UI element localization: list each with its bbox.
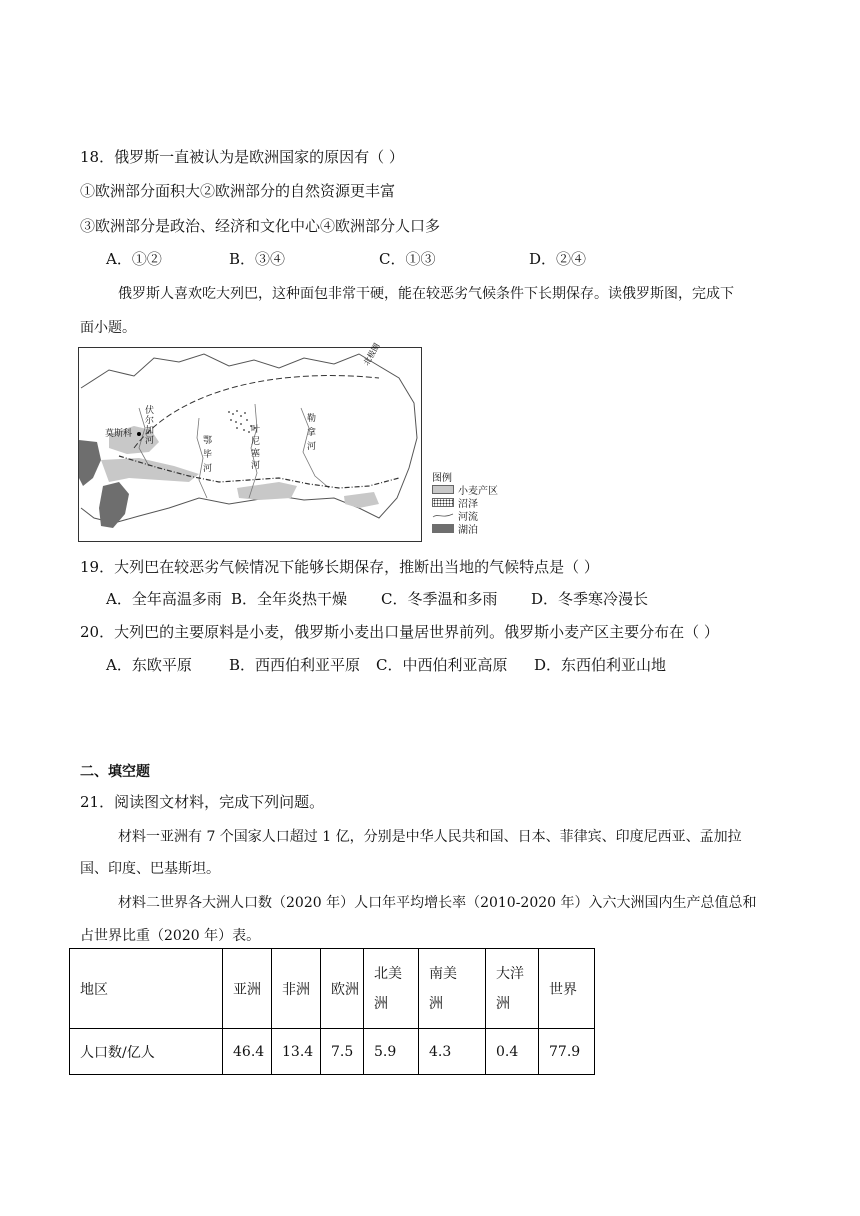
value-europe: 7.5 bbox=[321, 1029, 364, 1075]
q19-option-c[interactable]: C．冬季温和多雨 bbox=[381, 590, 498, 608]
row-label: 人口数/亿人 bbox=[70, 1029, 223, 1075]
lake-swatch bbox=[432, 524, 454, 533]
wheat-region-2 bbox=[101, 458, 199, 482]
wheat-region-3 bbox=[237, 482, 297, 500]
header-oceania: 大洋 洲 bbox=[486, 949, 539, 1029]
header-africa: 非洲 bbox=[272, 949, 321, 1029]
map-legend bbox=[432, 470, 498, 535]
q18-option-c[interactable]: C．①③ bbox=[379, 250, 436, 268]
q19-option-b[interactable]: B．全年炎热干燥 bbox=[231, 590, 348, 608]
wheat-swatch bbox=[432, 485, 454, 494]
legend-wheat-label: 小麦产区 bbox=[458, 486, 498, 497]
intro-line-1: 俄罗斯人喜欢吃大列巴，这种面包非常干硬，能在较恶劣气候条件下长期保存。读俄罗斯图，完成下 bbox=[118, 286, 734, 302]
q20-option-d[interactable]: D．东西伯利亚山地 bbox=[534, 656, 667, 674]
q18-stem: 18．俄罗斯一直被认为是欧洲国家的原因有（ ） bbox=[80, 148, 404, 166]
header-asia: 亚洲 bbox=[223, 949, 272, 1029]
value-north-america: 5.9 bbox=[364, 1029, 419, 1075]
legend-title: 图例 bbox=[432, 473, 452, 484]
q18-option-b[interactable]: B．③④ bbox=[229, 250, 286, 268]
value-south-america: 4.3 bbox=[419, 1029, 486, 1075]
header-north-america: 北美 洲 bbox=[364, 949, 419, 1029]
table-header-row bbox=[70, 949, 595, 1029]
q19-options bbox=[106, 588, 648, 609]
label-lena: 勒 拿 河 bbox=[307, 414, 317, 452]
q18-option-a[interactable]: A．①② bbox=[106, 250, 162, 268]
value-oceania: 0.4 bbox=[486, 1029, 539, 1075]
q18-options bbox=[106, 248, 586, 269]
q20-options bbox=[106, 654, 666, 675]
material2-line-2: 占世界比重（2020 年）表。 bbox=[80, 928, 261, 944]
header-world: 世界 bbox=[539, 949, 595, 1029]
lake-caspian-west bbox=[79, 440, 101, 486]
q19-option-d[interactable]: D．冬季寒冷漫长 bbox=[531, 590, 649, 608]
q20-option-c[interactable]: C．中西伯利亚高原 bbox=[376, 656, 508, 674]
q20-option-b[interactable]: B．西西伯利亚平原 bbox=[229, 656, 361, 674]
legend-lake bbox=[432, 522, 498, 535]
legend-lake-label: 湖泊 bbox=[458, 525, 478, 536]
material1-line-1: 材料一亚洲有 7 个国家人口超过 1 亿，分别是中华人民共和国、日本、菲律宾、印度尼西亚、孟加拉 bbox=[118, 829, 742, 845]
q20-stem: 20．大列巴的主要原料是小麦，俄罗斯小麦出口量居世界前列。俄罗斯小麦产区主要分布在（ ） bbox=[80, 623, 719, 641]
legend-river-label: 河流 bbox=[458, 512, 478, 523]
russia-map bbox=[78, 341, 422, 542]
river-swatch bbox=[432, 511, 454, 520]
value-world: 77.9 bbox=[539, 1029, 595, 1075]
swamp-swatch bbox=[432, 498, 454, 507]
q19-option-a[interactable]: A．全年高温多雨 bbox=[106, 590, 222, 608]
value-asia: 46.4 bbox=[223, 1029, 272, 1075]
value-africa: 13.4 bbox=[272, 1029, 321, 1075]
q18-statement-1: ①欧洲部分面积大②欧洲部分的自然资源更丰富 bbox=[80, 182, 396, 200]
label-moscow: 莫斯科 bbox=[105, 429, 133, 439]
label-arctic-circle: 北极圈 bbox=[361, 341, 382, 367]
intro-line-2: 面小题。 bbox=[80, 320, 136, 336]
russia-map-svg bbox=[79, 348, 421, 541]
header-south-america: 南美 洲 bbox=[419, 949, 486, 1029]
wheat-region-4 bbox=[344, 492, 379, 508]
label-yenisei: 叶 尼 塞 河 bbox=[251, 425, 261, 471]
q21-stem: 21．阅读图文材料，完成下列问题。 bbox=[80, 793, 325, 811]
section-title: 二、填空题 bbox=[80, 764, 150, 780]
header-europe: 欧洲 bbox=[321, 949, 364, 1029]
moscow-dot bbox=[137, 432, 141, 436]
material1-line-2: 国、印度、巴基斯坦。 bbox=[80, 861, 220, 877]
material2-line-1: 材料二世界各大洲人口数（2020 年）人口年平均增长率（2010-2020 年）入六大洲国内生产总值总和 bbox=[118, 895, 757, 911]
population-table bbox=[69, 948, 595, 1075]
q19-stem: 19．大列巴在较恶劣气候情况下能够长期保存，推断出当地的气候特点是（ ） bbox=[80, 558, 599, 576]
table-row bbox=[70, 1029, 595, 1075]
q18-statement-2: ③欧洲部分是政治、经济和文化中心④欧洲部分人口多 bbox=[80, 217, 441, 235]
legend-swamp-label: 沼泽 bbox=[458, 499, 478, 510]
label-ob: 鄂 毕 河 bbox=[203, 436, 213, 474]
header-region: 地区 bbox=[70, 949, 223, 1029]
q18-option-d[interactable]: D．②④ bbox=[529, 250, 587, 268]
lake-caspian bbox=[99, 482, 129, 528]
label-volga: 伏 尔 加 河 bbox=[145, 406, 155, 446]
q20-option-a[interactable]: A．东欧平原 bbox=[106, 656, 192, 674]
